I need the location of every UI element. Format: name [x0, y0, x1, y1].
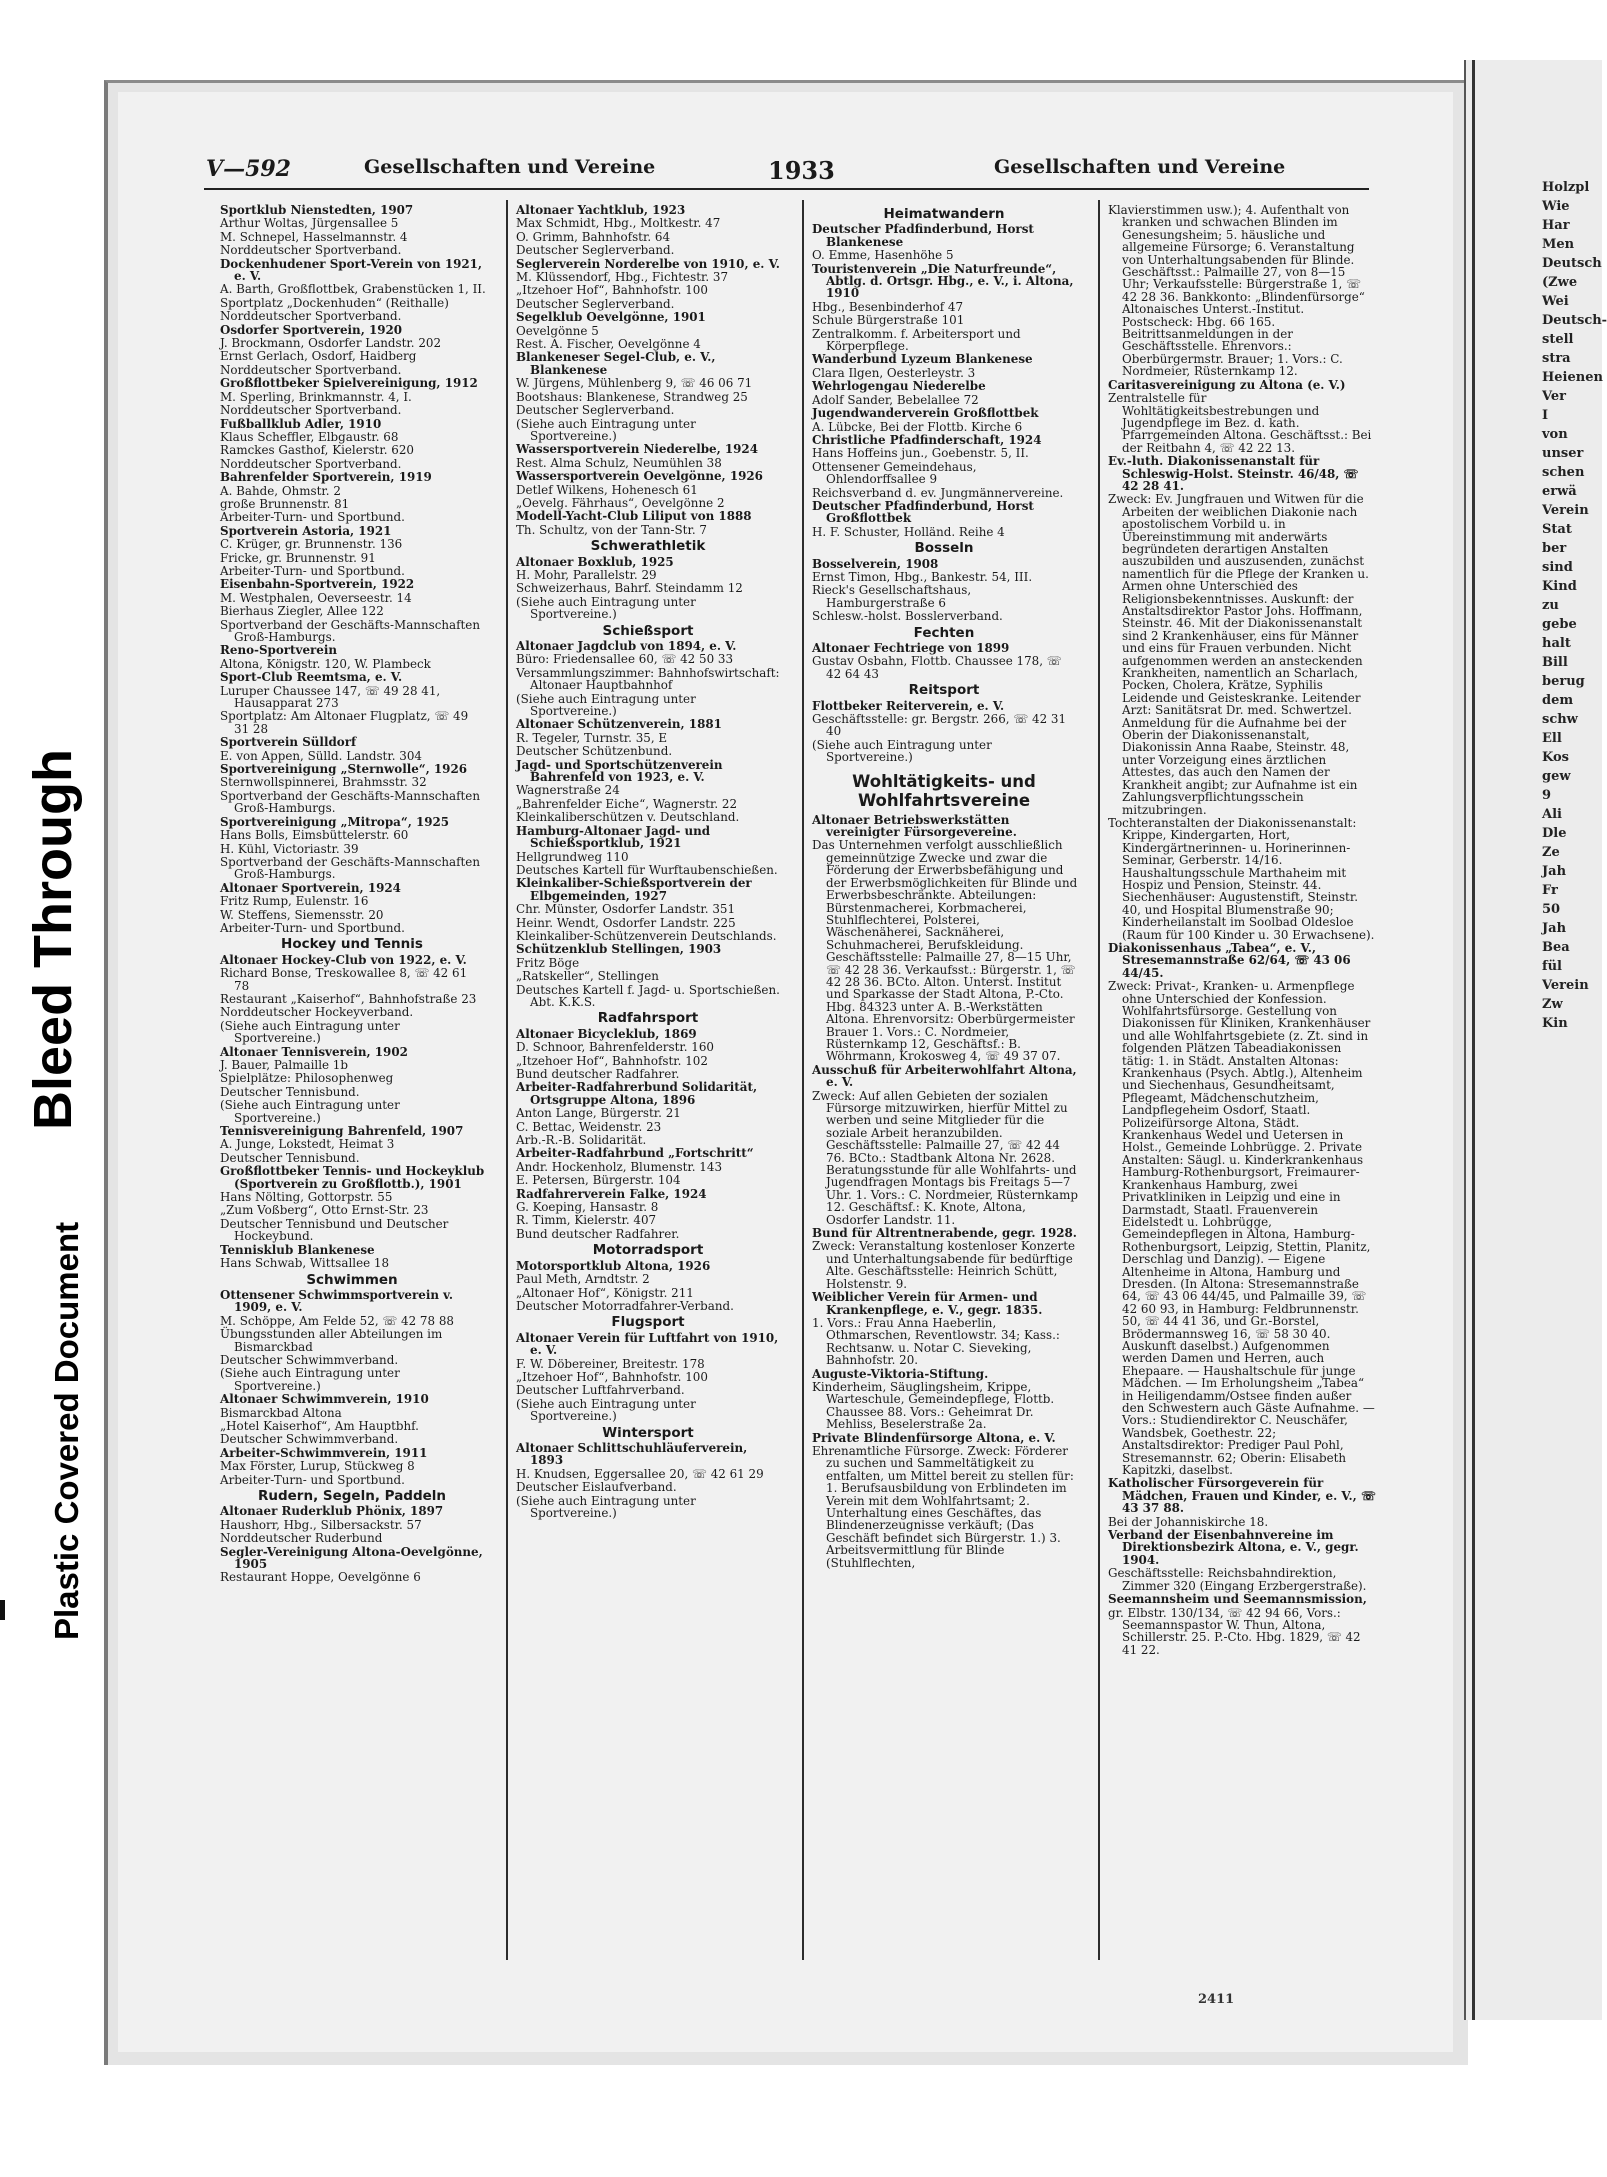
- entry-detail: „Itzehoer Hof“, Bahnhofstr. 100: [516, 283, 708, 298]
- entry-detail: Rieck's Gesellschaftshaus, Hamburgerstraße 6: [812, 583, 972, 610]
- entry-detail: Bismarckbad Altona: [220, 1405, 342, 1420]
- entry-detail: Hans Hoffeins jun., Goebenstr. 5, II.: [812, 446, 1029, 461]
- entry-title: Wanderbund Lyzeum Blankenese: [812, 352, 1033, 367]
- section-heading: Reitsport: [908, 682, 980, 699]
- bleed-fragment: von: [1542, 427, 1568, 442]
- entry-detail: Arthur Woltas, Jürgensallee 5: [220, 216, 399, 231]
- entry-detail: Heinr. Wendt, Osdorfer Landstr. 225: [516, 915, 736, 930]
- entry-detail: Ramckes Gasthof, Kielerstr. 620: [220, 443, 414, 458]
- bleed-fragment: Ze: [1542, 845, 1560, 860]
- section-heading: Flugsport: [611, 1314, 685, 1331]
- entry-detail: Deutscher Schützenbund.: [516, 744, 673, 759]
- bleed-through-label: Bleed Through: [23, 749, 83, 1130]
- entry-title: Sport-Club Reemtsma, e. V.: [220, 670, 403, 685]
- entry-detail: J. Brockmann, Osdorfer Landstr. 202: [220, 336, 442, 351]
- entry-title: Altonaer Jagdclub von 1894, e. V.: [516, 639, 737, 653]
- entry-detail: Luruper Chaussee 147, ☏ 49 28 41, Hausapparat 273: [220, 683, 441, 711]
- entry-title: Tennisklub Blankenese: [220, 1242, 375, 1257]
- bleed-fragment: (Zwe: [1542, 275, 1578, 290]
- entry-detail: Norddeutscher Sportverband.: [220, 362, 402, 377]
- entry-title: Großflottbeker Tennis- und Hockeyklub (Sportverein zu Großflottb.), 1901: [220, 1164, 485, 1191]
- entry-detail: Deutscher Seglerverband.: [516, 296, 675, 311]
- entry-title: Altonaer Hockey-Club von 1922, e. V.: [220, 952, 467, 967]
- entry-detail: Versammlungszimmer: Bahnhofswirtschaft: Altonaer Hauptbahnhof: [516, 665, 780, 693]
- entry-detail: (Siehe auch Eintragung unter Sportvereine.): [812, 737, 992, 765]
- entry-detail: R. Tegeler, Turnstr. 35, E: [516, 730, 668, 745]
- entry-title: Seglerverein Norderelbe von 1910, e. V.: [516, 256, 780, 271]
- entry-detail: D. Schnoor, Bahrenfelderstr. 160: [516, 1040, 714, 1055]
- entry-detail: 1. Vors.: Frau Anna Haeberlin, Othmarschen, Reventlowstr. 34; Kass.: Rechtsanw. u. Notar C. Sieveking, Bahnhofstr. 20.: [812, 1315, 1060, 1368]
- entry-detail: Ernst Timon, Hbg., Bankestr. 54, III.: [812, 569, 1033, 584]
- entry-title: Wassersportverein Oevelgönne, 1926: [516, 469, 763, 484]
- entry-detail: Altona, Königstr. 120, W. Plambeck: [220, 656, 431, 671]
- entry-detail: Andr. Hockenholz, Blumenstr. 143: [516, 1159, 723, 1174]
- bleed-fragment: Holzpl: [1542, 180, 1590, 195]
- entry-detail: Kinderheim, Säuglingsheim, Krippe, Warteschule, Gemeindepflege, Flottb. Chaussee 88. Vors.: Geheimrat Dr. Mehliss, Beselerstraße 2a.: [812, 1379, 1055, 1432]
- entry-detail: C. Bettac, Weidenstr. 23: [516, 1119, 662, 1134]
- section-heading: Hockey und Tennis: [281, 936, 423, 953]
- column-3: [810, 204, 1078, 1570]
- entry-title: Altonaer Sportverein, 1924: [220, 880, 401, 895]
- bleed-fragment: Verein: [1542, 978, 1589, 993]
- entry-detail: Max Schmidt, Hbg., Moltkestr. 47: [516, 216, 721, 231]
- entry-title: Eisenbahn-Sportverein, 1922: [220, 577, 415, 592]
- bleed-fragment: Jah: [1542, 921, 1567, 936]
- bleed-fragment: unser: [1542, 446, 1584, 461]
- bleed-fragment: dem: [1542, 693, 1574, 708]
- entry-detail: Rest. Alma Schulz, Neumühlen 38: [516, 455, 722, 470]
- entry-title: Dockenhudener Sport-Verein von 1921, e. V.: [220, 256, 483, 284]
- section-heading: Fechten: [913, 624, 975, 641]
- bleed-fragment: Wie: [1542, 199, 1570, 214]
- entry-detail: Zweck: Auf allen Gebieten der sozialen Fürsorge mitzuwirken, hierfür Mittel zu werben und seine Mitglieder für die soziale Arbeit heranzubilden. Geschäftsstelle: Palmaille 27, ☏ 42 44 76. BCto.: Stadtbank Altona Nr. 2628. Beratungsstunde für alle Wohlfahrts- und Jugendfragen Montags bis Freitags 5—7 Uhr. 1. Vors.: C. Nordmeier, Rüsternkamp 12. Geschäftsf.: K. Knote, Altona, Osdorfer Landstr. 11.: [812, 1088, 1078, 1227]
- bleed-fragment: Men: [1542, 237, 1575, 252]
- bleed-fragment: Dle: [1542, 826, 1567, 841]
- entry-detail: Sportplatz: Am Altonaer Flugplatz, ☏ 49 31 28: [220, 709, 469, 736]
- column-4: [1106, 204, 1376, 1657]
- entry-detail: A. Barth, Großflottbek, Grabenstücken 1, II.: [220, 282, 486, 297]
- entry-title: Arbeiter-Schwimmverein, 1911: [220, 1445, 428, 1460]
- adjacent-page-edge: [1464, 60, 1607, 2020]
- entry-detail: Zentralstelle für Wohltätigkeitsbestrebungen und Jugendpflege im Bez. d. kath. Pfarrgemeinden Altona. Geschäftsst.: Bei der Reitbahn 4, ☏ 42 22 13.: [1108, 391, 1372, 455]
- entry-detail: „Itzehoer Hof“, Bahnhofstr. 100: [516, 1369, 708, 1384]
- entry-detail: Ehrenamtliche Fürsorge. Zweck: Förderer zu suchen und Sammeltätigkeit zu entfalten, um Mittel bereit zu stellen für: 1. Berufsausbildung von Erblindeten im Verein mit dem Wohlfahrtsamt; 2. Unterhaltung eines Geschäftes, das Blindenerzeugnisse verkäuft; (Das Geschäft befindet sich Bürgerstr. 1.) 3. Arbeitsvermittlung für Blinde (Stuhlflechten,: [812, 1443, 1074, 1570]
- entry-title: Sportvereinigung „Mitropa“, 1925: [220, 814, 450, 829]
- entry-detail: Deutscher Schwimmverband.: [220, 1352, 399, 1367]
- entry-detail: Hans Schwab, Wittsallee 18: [220, 1256, 390, 1271]
- entry-detail: (Siehe auch Eintragung unter Sportvereine.): [220, 1018, 400, 1046]
- bleed-fragment: erwä: [1542, 484, 1577, 499]
- entry-detail: Sportplatz „Dockenhuden“ (Reithalle): [220, 295, 449, 310]
- entry-detail: Norddeutscher Sportverband.: [220, 309, 402, 324]
- entry-detail: H. F. Schuster, Holländ. Reihe 4: [812, 524, 1005, 539]
- entry-detail: Zweck: Privat-, Kranken- u. Armenpflege ohne Unterschied der Konfession. Wohlfahrtsfürsorge. Gestellung von Diakonissen für Kliniken, Krankenhäuser und alle Wohlfahrtsgebiete (z. Zt. sind in folgenden Plätzen Tabeadiakonissen tätig: 1. in Städt. Anstalten Altonas: Krankenhaus (Psych. Abtlg.), Altenheim und Siechenhaus, Gesundheitsamt, Pflegeamt, Mädchenschutzheim, Landpflegeheim Osdorf, Staatl. Polizeifürsorge Altona, Städt. Krankenhaus Wedel und Uetersen in Holst., Gemeinde Lohbrügge. 2. Private Anstalten: Säugl. u. Kinderkrankenhaus Hamburg-Rothenburgsort, Freimaurer-Krankenhaus Hamburg, zwei Privatkliniken in Leipzig und eine in Darmstadt, Staatl. Frauenverein Eidelstedt u. Lohbrügge, Gemeindepflegen in Altona, Hamburg-Rothenburgsort, Leipzig, Stettin, Planitz, Derschlag und Danzig). — Eigene Altenheime in Altona, Hamburg und Dresden. (In Altona: Stresemannstraße 64, ☏ 43 06 44/45, und Palmaille 39, ☏ 42 60 93, in Hamburg: Feldbrunnenstr. 50, ☏ 44 41 36, und Gr.-Borstel, Brödermannsweg 16, ☏ 58 30 40. Auskunft daselbst.) Aufgenommen werden Damen und Herren, auch Ehepaare. — Haushaltschule für junge Mädchen. — Im Erholungsheim „Tabea“ in Heiligendamm/Ostsee finden außer den Schwestern auch Gäste Aufnahme. — Vors.: Studiendirektor C. Neuschäfer, Wandsbek, Goethestr. 22; Anstaltsdirektor: Prediger Paul Pohl, Stresemannstr. 62; Oberin: Elisabeth Kapitzki, daselbst.: [1108, 979, 1375, 1478]
- entry-title: Auguste-Viktoria-Stiftung.: [812, 1366, 989, 1381]
- entry-detail: Deutscher Tennisbund und Deutscher Hockeybund.: [220, 1216, 449, 1244]
- entry-title: Modell-Yacht-Club Liliput von 1888: [516, 509, 752, 524]
- entry-title: Sportverein Sülldorf: [220, 735, 357, 750]
- entry-title: Altonaer Boxklub, 1925: [516, 554, 674, 569]
- entry-detail: Haushorr, Hbg., Silbersackstr. 57: [220, 1517, 422, 1532]
- entry-title: Arbeiter-Radfahrbund „Fortschritt“: [516, 1146, 754, 1161]
- entry-title: Reno-Sportverein: [220, 643, 338, 658]
- entry-title: Radfahrerverein Falke, 1924: [516, 1186, 707, 1201]
- entry-detail: O. Grimm, Bahnhofstr. 64: [516, 229, 671, 244]
- entry-detail: J. Bauer, Palmaille 1b: [220, 1058, 348, 1072]
- entry-detail: Detlef Wilkens, Hohenesch 61: [516, 482, 698, 497]
- entry-title: Altonaer Ruderklub Phönix, 1897: [220, 1504, 444, 1519]
- entry-detail: Hbg., Besenbinderhof 47: [812, 299, 964, 314]
- entry-detail: Bund deutscher Radfahrer.: [516, 1226, 680, 1241]
- entry-detail: (Siehe auch Eintragung unter Sportvereine.): [220, 1098, 400, 1125]
- entry-title: Schützenklub Stellingen, 1903: [516, 942, 722, 957]
- entry-detail: A. Bahde, Ohmstr. 2: [220, 483, 341, 498]
- bleed-fragment: halt: [1542, 636, 1571, 651]
- entry-detail: gr. Elbstr. 130/134, ☏ 42 94 66, Vors.: Seemannspastor W. Thun, Altona, Schillerstr. 25. P.-Cto. Hbg. 1829, ☏ 42 41 22.: [1108, 1605, 1361, 1657]
- entry-detail: Restaurant Hoppe, Oevelgönne 6: [220, 1570, 421, 1585]
- entry-detail: große Brunnenstr. 81: [220, 496, 350, 511]
- entry-detail: Spielplätze: Philosophenweg: [220, 1071, 394, 1086]
- entry-detail: Oevelgönne 5: [516, 323, 599, 338]
- footer-mark: 2411: [1198, 1992, 1235, 2007]
- entry-title: Katholischer Fürsorgeverein für Mädchen, Frauen und Kinder, e. V., ☏ 43 37 88.: [1108, 1476, 1376, 1516]
- entry-detail: (Siehe auch Eintragung unter Sportvereine.): [220, 1366, 400, 1393]
- running-title-left: Gesellschaften und Vereine: [364, 156, 656, 178]
- page-header: [118, 156, 1453, 186]
- year-label: 1933: [768, 156, 835, 185]
- entry-detail: Deutsches Kartell für Wurftaubenschießen.: [516, 862, 778, 877]
- entry-detail: Hans Bolls, Eimsbüttelerstr. 60: [220, 828, 409, 843]
- entry-title: Touristenverein „Die Naturfreunde“, Abtlg. d. Ortsgr. Hbg., e. V., i. Altona, 1910: [812, 261, 1074, 301]
- entry-title: Weiblicher Verein für Armen- und Krankenpflege, e. V., gegr. 1835.: [812, 1290, 1043, 1317]
- entry-detail: M. Sperling, Brinkmannstr. 4, I.: [220, 389, 412, 404]
- entry-detail: Deutscher Seglerverband.: [516, 243, 675, 258]
- entry-detail: Ernst Gerlach, Osdorf, Haidberg: [220, 349, 417, 364]
- entry-detail: Sportverband der Geschäfts-Mannschaften Groß-Hamburgs.: [220, 788, 480, 816]
- entry-title: Fußballklub Adler, 1910: [220, 416, 382, 431]
- entry-detail: E. Petersen, Bürgerstr. 104: [516, 1173, 681, 1188]
- bleed-fragment: Jah: [1542, 864, 1567, 879]
- entry-detail: Kleinkaliber-Schützenverein Deutschlands.: [516, 928, 777, 943]
- entry-detail: Deutscher Luftfahrverband.: [516, 1383, 685, 1398]
- entry-detail: Clara Ilgen, Oesterleystr. 3: [812, 365, 976, 380]
- bleed-fragment: Fr: [1542, 883, 1558, 898]
- entry-detail: Geschäftsstelle: Reichsbahndirektion, Zimmer 320 (Eingang Erzbergerstraße).: [1108, 1566, 1367, 1593]
- bleed-fragment: Zw: [1542, 997, 1563, 1012]
- entry-title: Altonaer Schützenverein, 1881: [516, 717, 722, 732]
- entry-detail: Sportverband der Geschäfts-Mannschaften Groß-Hamburgs.: [220, 854, 480, 882]
- entry-detail: Hans Nölting, Gottorpstr. 55: [220, 1190, 393, 1205]
- entry-title: Altonaer Schwimmverein, 1910: [220, 1392, 429, 1407]
- entry-detail: M. Klüssendorf, Hbg., Fichtestr. 37: [516, 270, 729, 285]
- section-heading: Schießsport: [602, 622, 694, 639]
- section-heading: Motorradsport: [592, 1242, 704, 1259]
- entry-detail: F. W. Döbereiner, Breitestr. 178: [516, 1356, 705, 1371]
- entry-detail: Bootshaus: Blankenese, Strandweg 25: [516, 389, 748, 404]
- entry-detail: Fricke, gr. Brunnenstr. 91: [220, 550, 376, 565]
- entry-detail: Wagnerstraße 24: [516, 783, 620, 798]
- entry-title: Blankeneser Segel-Club, e. V., Blankenese: [516, 350, 716, 377]
- entry-detail: R. Timm, Kielerstr. 407: [516, 1213, 657, 1228]
- entry-title: Altonaer Schlittschuhläuferverein, 1893: [516, 1440, 748, 1468]
- entry-detail: Zentralkomm. f. Arbeitersport und Körperpflege.: [812, 326, 1021, 354]
- bleed-fragment: 9: [1542, 788, 1552, 803]
- section-heading: Wintersport: [602, 1424, 694, 1441]
- entry-detail: Arbeiter-Turn- und Sportbund.: [220, 1472, 405, 1487]
- section-heading: Schwerathletik: [590, 538, 706, 555]
- entry-detail: Zweck: Veranstaltung kostenloser Konzerte und Unterhaltungsabende für bedürftige Alte. Geschäftsstelle: Heinrich Schütt, Holstenstr. 9.: [812, 1239, 1076, 1291]
- bleed-fragment: Deutsch: [1542, 256, 1602, 271]
- bleed-fragment: schen: [1542, 465, 1585, 480]
- entry-detail: Restaurant „Kaiserhof“, Bahnhofstraße 23: [220, 991, 477, 1006]
- entry-detail: Hellgrundweg 110: [516, 849, 629, 864]
- bleed-fragment: fül: [1542, 959, 1562, 974]
- entry-title: Diakonissenhaus „Tabea“, e. V., Stresemannstraße 62/64, ☏ 43 06 44/45.: [1108, 940, 1351, 980]
- entry-detail: Büro: Friedensallee 60, ☏ 42 50 33: [516, 652, 734, 667]
- entry-detail: Th. Schultz, von der Tann-Str. 7: [516, 522, 707, 537]
- bleed-fragment: Wei: [1542, 294, 1569, 309]
- entry-detail: (Siehe auch Eintragung unter Sportvereine.): [516, 594, 696, 622]
- column-divider: [802, 200, 804, 1960]
- bleed-fragment: 50: [1542, 902, 1561, 917]
- edge-mark: [0, 1600, 5, 1620]
- entry-detail: Norddeutscher Sportverband.: [220, 456, 402, 471]
- entry-title: Flottbeker Reiterverein, e. V.: [812, 698, 1005, 713]
- entry-detail: H. Knudsen, Eggersallee 20, ☏ 42 61 29: [516, 1466, 764, 1481]
- entry-title: Caritasvereinigung zu Altona (e. V.): [1108, 377, 1346, 392]
- left-margin: [0, 0, 105, 2177]
- entry-title: Motorsportklub Altona, 1926: [516, 1258, 711, 1273]
- entry-title: Verband der Eisenbahnvereine im Direktionsbezirk Altona, e. V., gegr. 1904.: [1108, 1528, 1359, 1567]
- bleed-fragment: Kos: [1542, 750, 1570, 765]
- entry-detail: Rest. A. Fischer, Oevelgönne 4: [516, 337, 701, 352]
- bleed-fragment: schw: [1542, 712, 1578, 727]
- entry-title: Bosselverein, 1908: [812, 556, 939, 571]
- entry-detail: (Siehe auch Eintragung unter Sportvereine.): [516, 416, 696, 443]
- entry-detail: W. Jürgens, Mühlenberg 9, ☏ 46 06 71: [516, 376, 753, 391]
- entry-title: Private Blindenfürsorge Altona, e. V.: [812, 1430, 1056, 1445]
- major-section-heading: Wohltätigkeits- und Wohlfahrtsvereine: [852, 771, 1036, 810]
- header-rule: [204, 188, 1369, 190]
- entry-detail: Fritz Rump, Eulenstr. 16: [220, 894, 369, 909]
- entry-title: Altonaer Yachtklub, 1923: [516, 203, 686, 217]
- entry-title: Sportklub Nienstedten, 1907: [220, 203, 414, 217]
- entry-detail: „Hotel Kaiserhof“, Am Hauptbhf.: [220, 1418, 419, 1433]
- entry-title: Großflottbeker Spielvereinigung, 1912: [220, 376, 478, 391]
- section-heading: Radfahrsport: [597, 1010, 699, 1027]
- entry-title: Ausschuß für Arbeiterwohlfahrt Altona, e. V.: [812, 1062, 1077, 1090]
- entry-detail: E. von Appen, Sülld. Landstr. 304: [220, 748, 422, 763]
- plastic-covered-label: Plastic Covered Document: [48, 1221, 85, 1640]
- running-title-right: Gesellschaften und Vereine: [994, 156, 1286, 178]
- entry-detail: Klaus Scheffler, Elbgaustr. 68: [220, 429, 399, 444]
- entry-detail: Deutscher Seglerverband.: [516, 403, 675, 418]
- entry-detail: Norddeutscher Hockeyverband.: [220, 1005, 414, 1020]
- bleed-fragment: zu: [1542, 598, 1559, 613]
- bleed-fragment: Kin: [1542, 1016, 1568, 1031]
- bleed-fragment: Deutsch-: [1542, 313, 1607, 328]
- section-heading: Bosseln: [914, 540, 974, 557]
- entry-title: Tennisvereinigung Bahrenfeld, 1907: [220, 1124, 464, 1139]
- column-2: [514, 204, 782, 1520]
- entry-detail: Adolf Sander, Bebelallee 72: [812, 392, 979, 407]
- entry-detail: M. Schnepel, Hasselmannstr. 4: [220, 229, 408, 244]
- section-heading: Heimatwandern: [883, 206, 1005, 222]
- entry-detail: Norddeutscher Ruderbund: [220, 1531, 383, 1546]
- entry-title: Altonaer Verein für Luftfahrt von 1910, e. V.: [516, 1330, 779, 1358]
- entry-detail: Schlesw.-holst. Bosslerverband.: [812, 609, 1003, 624]
- column-1: [218, 204, 486, 1585]
- entry-title: Hamburg-Altonaer Jagd- und Schießsportklub, 1921: [516, 823, 711, 851]
- entry-detail: Das Unternehmen verfolgt ausschließlich gemeinnützige Zwecke und zwar die Förderung der Erwerbsbefähigung und der Erwerbsmöglichkeiten für Blinde und Erwerbsbeschränkte. Abteilungen: Bürstenmacherei, Korbmacherei, Stuhlflechterei, Polsterei, Wäschenäherei, Sacknäherei, Schuhmacherei, Berufskleidung. Geschäftsstelle: Palmaille 27, 8—15 Uhr, ☏ 42 28 36. Verkaufsst.: Bürgerstr. 1, ☏ 42 28 36. BCto. Alton. Unterst. Institut und Sparkasse der Stadt Altona, P.-Cto. Hbg. 84323 unter A. B.-Werkstätten Altona. Ehrenvorsitz: Oberbürgermeister Brauer 1. Vors.: C. Nordmeier, Rüsternkamp 12, Geschäftsf.: B. Wöhrmann, Krokosweg 4, ☏ 49 37 07.: [812, 838, 1078, 1064]
- entry-detail: G. Koeping, Hansastr. 8: [516, 1200, 659, 1215]
- bleed-fragment: Ell: [1542, 731, 1562, 746]
- entry-title: Bund für Altrentnerabende, gegr. 1928.: [812, 1226, 1077, 1241]
- entry-title: Segelklub Oevelgönne, 1901: [516, 310, 706, 325]
- bleed-fragment: Bea: [1542, 940, 1570, 955]
- bleed-fragment: Verein: [1542, 503, 1589, 518]
- bleed-fragment: berug: [1542, 674, 1585, 689]
- entry-detail: Übungsstunden aller Abteilungen im Bismarckbad: [220, 1327, 443, 1354]
- section-heading: Schwimmen: [306, 1271, 398, 1288]
- page-edge-shadow: [1472, 60, 1475, 2020]
- entry-detail: Zweck: Ev. Jungfrauen und Witwen für die Arbeiten der weiblichen Diakonie nach apostolischem Vorbild u. in Übereinstimmung mit anderwärts begründeten derartigen Anstalten auszubilden und auszusenden, zunächst namentlich für die Pflege der Kranken u. Armen ohne Unterschied des Religionsbekenntnisses. Auskunft: der Anstaltsdirektor Pastor Johs. Hoffmann, Steinstr. 46. Mit der Diakonissenanstalt sind 2 Krankenhäuser, eins für Männer und eins für Frauen verbunden. Nicht aufgenommen werden an ansteckenden Krankheiten, namentlich an Scharlach, Pocken, Cholera, Krätze, Syphilis Leidende und Geisteskranke. Leitender Arzt: Sanitätsrat Dr. med. Schwertzel. Anmeldung für die Aufnahme bei der Oberin der Diakonissenanstalt, Diakonissin Anna Raabe, Steinstr. 48, unter Vorzeigung eines ärztlichen Attestes, das auch den Namen der Krankheit angibt; zur Aufnahme ist ein Zahlungsverpflichtungsschein mitzubringen.: [1108, 492, 1369, 817]
- entry-title: Arbeiter-Radfahrerbund Solidarität, Ortsgruppe Altona, 1896: [516, 1080, 758, 1107]
- column-divider: [506, 200, 508, 1960]
- entry-detail: H. Mohr, Parallelstr. 29: [516, 567, 657, 582]
- entry-detail: Schweizerhaus, Bahrf. Steindamm 12: [516, 581, 743, 596]
- entry-detail: H. Kühl, Victoriastr. 39: [220, 841, 359, 856]
- bleed-fragment: Bill: [1542, 655, 1568, 670]
- entry-detail: O. Emme, Hasenhöhe 5: [812, 248, 954, 263]
- page-number: V—592: [206, 156, 291, 182]
- entry-title: Wehrlogengau Niederelbe: [812, 379, 986, 394]
- bleed-fragment: stell: [1542, 332, 1574, 347]
- entry-title: Wassersportverein Niederelbe, 1924: [516, 442, 758, 457]
- entry-title: Jugendwanderverein Großflottbek: [812, 406, 1039, 421]
- entry-detail: Anton Lange, Bürgerstr. 21: [516, 1106, 681, 1121]
- entry-detail: Ottensener Gemeindehaus, Ohlendorffsallee 9: [812, 459, 977, 487]
- entry-detail: Richard Bonse, Treskowallee 8, ☏ 42 61 78: [220, 966, 468, 993]
- entry-title: Deutscher Pfadfinderbund, Horst Großflottbek: [812, 498, 1034, 526]
- bleed-fragment: gebe: [1542, 617, 1577, 632]
- bleed-fragment: Kind: [1542, 579, 1577, 594]
- entry-detail: „Altonaer Hof“, Königstr. 211: [516, 1285, 694, 1300]
- entry-detail: Schule Bürgerstraße 101: [812, 313, 965, 328]
- entry-detail: Norddeutscher Sportverband.: [220, 403, 402, 418]
- entry-detail: Deutscher Eislaufverband.: [516, 1480, 677, 1495]
- entry-detail: „Zum Voßberg“, Otto Ernst-Str. 23: [220, 1203, 429, 1218]
- entry-detail: Arbeiter-Turn- und Sportbund.: [220, 510, 405, 525]
- entry-title: Jagd- und Sportschützenverein Bahrenfeld von 1923, e. V.: [516, 757, 723, 785]
- entry-detail: Arb.-R.-B. Solidarität.: [516, 1133, 647, 1148]
- entry-detail: A. Lübcke, Bei der Flottb. Kirche 6: [812, 419, 1023, 434]
- entry-detail: M. Schöppe, Am Felde 52, ☏ 42 78 88: [220, 1313, 454, 1328]
- entry-detail: Bund deutscher Radfahrer.: [516, 1067, 680, 1081]
- bleed-fragment: Heienen: [1542, 370, 1603, 385]
- entry-detail: Norddeutscher Sportverband.: [220, 243, 402, 258]
- bleed-fragment: gew: [1542, 769, 1571, 784]
- entry-detail: Chr. Münster, Osdorfer Landstr. 351: [516, 902, 736, 917]
- entry-detail: Arbeiter-Turn- und Sportbund.: [220, 563, 405, 578]
- entry-detail: Sportverband der Geschäfts-Mannschaften Groß-Hamburgs.: [220, 617, 480, 644]
- entry-detail: Reichsverband d. ev. Jungmännervereine.: [812, 485, 1064, 500]
- entry-title: Sportvereinigung „Sternwolle“, 1926: [220, 762, 468, 777]
- entry-title: Segler-Vereinigung Altona-Oevelgönne, 1905: [220, 1544, 483, 1572]
- bleed-fragment: I: [1542, 408, 1549, 423]
- entry-title: Kleinkaliber-Schießsportverein der Elbgemeinden, 1927: [516, 876, 752, 903]
- bleed-fragment: ber: [1542, 541, 1567, 556]
- entry-detail: Deutsches Kartell f. Jagd- u. Sportschießen. Abt. K.K.S.: [516, 982, 780, 1009]
- entry-detail: Deutscher Tennisbund.: [220, 1084, 360, 1099]
- section-heading: Rudern, Segeln, Paddeln: [257, 1488, 447, 1504]
- bleed-fragment: Har: [1542, 218, 1570, 233]
- entry-detail: Tochteranstalten der Diakonissenanstalt: Krippe, Kindergarten, Hort, Kindergärtnerinnen- u. Horinerinnen-Seminar, Gerberstr. 14/16. Haushaltungsschule Marthaheim mit Hospiz und Pension, Steinstr. 44. Siechenhäuser: Augustenstift, Steinstr. 40, und Hospital Blumenstraße 90; Kinderheilanstalt im Soolbad Oldesloe (Raum für 100 Kinder u. 30 Erwachsene).: [1108, 815, 1375, 942]
- entry-detail: M. Westphalen, Oeverseestr. 14: [220, 590, 412, 605]
- entry-detail: Bierhaus Ziegler, Allee 122: [220, 604, 384, 619]
- entry-title: Seemannsheim und Seemannsmission,: [1108, 1592, 1367, 1607]
- entry-detail: (Siehe auch Eintragung unter Sportvereine.): [516, 1493, 696, 1520]
- entry-title: Christliche Pfadfinderschaft, 1924: [812, 432, 1042, 447]
- entry-title: Ev.-luth. Diakonissenanstalt für Schleswig-Holst. Steinstr. 46/48, ☏ 42 28 41.: [1108, 454, 1359, 493]
- entry-detail: Gustav Osbahn, Flottb. Chaussee 178, ☏ 42 64 43: [812, 654, 1062, 681]
- entry-detail: Geschäftsstelle: gr. Bergstr. 266, ☏ 42 31 40: [812, 712, 1067, 739]
- entry-detail: „Bahrenfelder Eiche“, Wagnerstr. 22: [516, 796, 738, 811]
- entry-title: Altonaer Fechtriege von 1899: [812, 641, 1010, 655]
- entry-title: Ottensener Schwimmsportverein v. 1909, e. V.: [220, 1287, 453, 1315]
- entry-title: Altonaer Bicycleklub, 1869: [516, 1026, 697, 1041]
- entry-detail: Max Förster, Lurup, Stückweg 8: [220, 1459, 415, 1474]
- bleed-fragment: sind: [1542, 560, 1573, 575]
- entry-detail: (Siehe auch Eintragung unter Sportvereine.): [516, 1396, 696, 1424]
- entry-detail: Bei der Johanniskirche 18.: [1108, 1514, 1269, 1529]
- entry-detail: Kleinkaliberschützen v. Deutschland.: [516, 810, 740, 825]
- entry-title: Sportverein Astoria, 1921: [220, 523, 392, 538]
- entry-detail: Klavierstimmen usw.); 4. Aufenthalt von kranken und schwachen Blinden im Genesungsheim; 5. häusliche und allgemeine Fürsorge; 6. Veranstaltung von Unterhaltungsabenden für Blinde. Geschäftsst.: Palmaille 27, von 8—15 Uhr; Verkaufsstelle: Bürgerstraße 1, ☏ 42 28 36. Bankkonto: „Blindenfürsorge“ Altonaisches Unterst.-Institut. Postscheck: Hbg. 66 165. Beitrittsanmeldungen in der Geschäftsstelle. Ehrenvors.: Oberbürgermstr. Brauer; 1. Vors.: C. Nordmeier, Rüsternkamp 12.: [1108, 203, 1365, 379]
- entry-detail: „Itzehoer Hof“, Bahnhofstr. 102: [516, 1053, 708, 1068]
- entry-detail: Paul Meth, Arndtstr. 2: [516, 1272, 650, 1287]
- bleed-fragment: Stat: [1542, 522, 1572, 537]
- entry-detail: Deutscher Motorradfahrer-Verband.: [516, 1298, 734, 1313]
- entry-detail: (Siehe auch Eintragung unter Sportvereine.): [516, 691, 696, 719]
- bleed-fragment: Ali: [1542, 807, 1562, 822]
- entry-detail: W. Steffens, Siemensstr. 20: [220, 907, 384, 922]
- entry-detail: Arbeiter-Turn- und Sportbund.: [220, 920, 405, 935]
- column-divider: [1098, 200, 1100, 1960]
- entry-detail: Sternwollspinnerei, Brahmsstr. 32: [220, 775, 427, 790]
- directory-page: [118, 92, 1453, 2052]
- entry-detail: C. Krüger, gr. Brunnenstr. 136: [220, 537, 403, 552]
- entry-detail: „Oevelg. Fährhaus“, Oevelgönne 2: [516, 495, 725, 510]
- entry-detail: Deutscher Schwimmverband.: [220, 1432, 399, 1447]
- entry-title: Bahrenfelder Sportverein, 1919: [220, 470, 432, 485]
- entry-detail: Fritz Böge: [516, 955, 580, 970]
- bleed-fragment: stra: [1542, 351, 1571, 366]
- entry-title: Altonaer Betriebswerkstätten vereinigter Fürsorgevereine.: [812, 812, 1017, 840]
- entry-detail: A. Junge, Lokstedt, Heimat 3: [220, 1137, 395, 1152]
- entry-detail: Deutscher Tennisbund.: [220, 1150, 360, 1165]
- entry-title: Deutscher Pfadfinderbund, Horst Blankenese: [812, 222, 1034, 249]
- bleed-fragment: Ver: [1542, 389, 1567, 404]
- entry-title: Osdorfer Sportverein, 1920: [220, 322, 403, 337]
- entry-detail: „Ratskeller“, Stellingen: [516, 969, 659, 984]
- entry-title: Altonaer Tennisverein, 1902: [220, 1044, 408, 1059]
